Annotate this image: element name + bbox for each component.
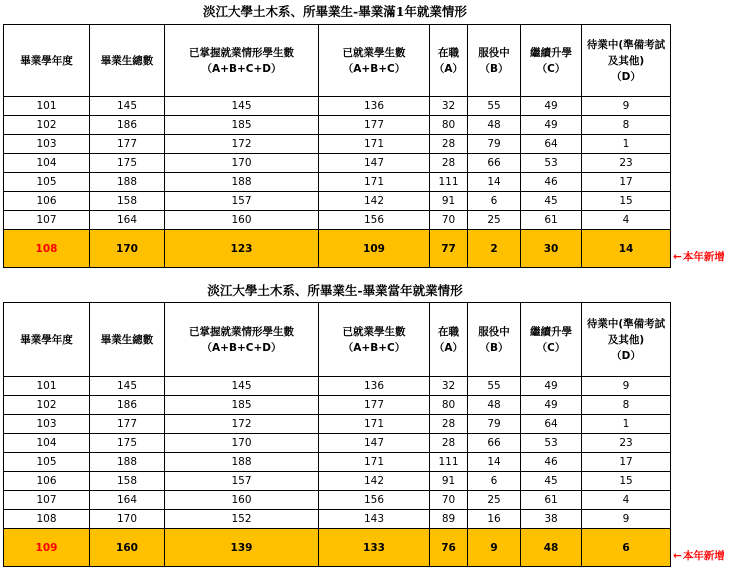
table-cell: 61 [521,491,582,510]
table-cell: 170 [165,434,319,453]
table-cell: 102 [4,396,90,415]
table-cell: 64 [521,135,582,154]
table-cell: 48 [468,116,521,135]
column-header [521,303,582,377]
table-cell: 9 [468,529,521,567]
column-header-label: 畢業生總數 [100,54,154,67]
table-cell: 45 [521,472,582,491]
table-row [4,453,671,472]
table-cell: 107 [4,211,90,230]
table-cell: 147 [319,154,430,173]
table-cell: 160 [90,529,165,567]
column-header-label: 服役中 [478,325,510,338]
table-row [4,211,671,230]
column-header [165,303,319,377]
table-cell: 91 [430,472,468,491]
table-cell: 108 [4,510,90,529]
table-cell: 70 [430,491,468,510]
table-cell: 6 [468,472,521,491]
column-header-label: 已就業學生數 [342,46,406,59]
column-header-label: 畢業學年度 [20,54,73,67]
table-cell: 48 [468,396,521,415]
table-cell: 185 [165,116,319,135]
column-header-sublabel: （A+B+C+D） [201,62,282,75]
table1-title: 淡江大學土木系、所畢業生-畢業滿1年就業情形 [203,4,467,19]
table-row [4,415,671,434]
table-cell: 49 [521,116,582,135]
table-cell: 6 [582,529,671,567]
column-header [582,25,671,97]
table-cell: 177 [90,415,165,434]
column-header-sublabel: （A+B+C） [342,341,406,354]
column-header-label: 畢業生總數 [100,333,154,346]
column-header [468,303,521,377]
table-cell: 171 [319,415,430,434]
table-cell: 175 [90,154,165,173]
table-cell: 79 [468,415,521,434]
table-row [4,529,671,567]
table-cell: 101 [4,377,90,396]
table-cell: 172 [165,135,319,154]
table-cell: 147 [319,434,430,453]
table-cell: 28 [430,135,468,154]
column-header [430,25,468,97]
table2-new-year-note: ←本年新增 [673,550,725,562]
table-cell: 104 [4,154,90,173]
table-cell: 111 [430,453,468,472]
column-header [4,303,90,377]
table-cell: 14 [468,453,521,472]
table-cell: 142 [319,192,430,211]
table-row [4,434,671,453]
table-cell: 28 [430,154,468,173]
table-cell: 53 [521,154,582,173]
column-header [4,25,90,97]
table-cell: 158 [90,472,165,491]
table-cell: 188 [165,453,319,472]
table-cell: 145 [165,377,319,396]
table-cell: 61 [521,211,582,230]
table-cell: 139 [165,529,319,567]
column-header-sublabel: （C） [536,62,566,75]
table-cell: 30 [521,230,582,268]
table-row [4,396,671,415]
column-header-label: 已掌握就業情形學生數 [189,325,294,338]
table-cell: 156 [319,491,430,510]
column-header-label: 繼續升學 [530,46,572,59]
table-cell: 185 [165,396,319,415]
left-arrow-icon: ← [673,251,682,263]
table-cell: 160 [165,491,319,510]
table-row [4,510,671,529]
table-cell: 66 [468,154,521,173]
table-cell: 16 [468,510,521,529]
column-header [430,303,468,377]
table-row [4,192,671,211]
table-cell: 105 [4,173,90,192]
column-header-sublabel: （D） [611,70,641,83]
column-header-sublabel: （B） [479,62,509,75]
column-header-label: 在職 [438,46,459,59]
table-cell: 15 [582,192,671,211]
column-header [319,303,430,377]
table-cell: 136 [319,97,430,116]
column-header [521,25,582,97]
table-cell: 70 [430,211,468,230]
table-cell: 157 [165,192,319,211]
table-cell: 15 [582,472,671,491]
table-row [4,230,671,268]
table-cell: 6 [468,192,521,211]
column-header [468,25,521,97]
table-cell: 188 [165,173,319,192]
table-cell: 170 [90,510,165,529]
table-cell: 38 [521,510,582,529]
table-cell: 158 [90,192,165,211]
table-cell: 46 [521,173,582,192]
table-cell: 9 [582,510,671,529]
column-header-sublabel: （A） [433,62,464,75]
table-cell: 106 [4,192,90,211]
table-cell: 109 [319,230,430,268]
table-cell: 188 [90,173,165,192]
table-cell: 77 [430,230,468,268]
table-cell: 14 [468,173,521,192]
column-header [319,25,430,97]
table-cell: 172 [165,415,319,434]
table-cell: 2 [468,230,521,268]
table-cell: 170 [90,230,165,268]
column-header-sublabel: （C） [536,341,566,354]
table-cell: 28 [430,415,468,434]
table-cell: 145 [165,97,319,116]
table-cell: 102 [4,116,90,135]
table-cell: 53 [521,434,582,453]
column-header [90,25,165,97]
table-cell: 152 [165,510,319,529]
table-cell: 80 [430,116,468,135]
table-cell: 89 [430,510,468,529]
table-cell: 49 [521,396,582,415]
table-cell: 145 [90,97,165,116]
table-cell: 136 [319,377,430,396]
table-cell: 188 [90,453,165,472]
table-row [4,472,671,491]
table-cell: 104 [4,434,90,453]
table-cell: 186 [90,116,165,135]
table-cell: 25 [468,211,521,230]
column-header-label: 在職 [438,325,459,338]
table-cell: 123 [165,230,319,268]
table-cell: 177 [319,116,430,135]
table-cell: 170 [165,154,319,173]
column-header-label: 已掌握就業情形學生數 [189,46,294,59]
column-header-label: 服役中 [478,46,510,59]
table-cell: 103 [4,415,90,434]
table-cell: 160 [165,211,319,230]
column-header-sublabel: （B） [479,341,509,354]
table1-new-year-note: ←本年新增 [673,251,725,263]
table-cell: 28 [430,434,468,453]
table-cell: 142 [319,472,430,491]
table-cell: 156 [319,211,430,230]
table-cell: 103 [4,135,90,154]
table-row [4,173,671,192]
column-header-label: 已就業學生數 [342,325,406,338]
table-cell: 80 [430,396,468,415]
table-cell: 175 [90,434,165,453]
table-cell: 79 [468,135,521,154]
table-cell: 164 [90,211,165,230]
table-cell: 66 [468,434,521,453]
table-cell: 145 [90,377,165,396]
table-cell: 46 [521,453,582,472]
table2-employment-graduation-year [3,302,671,567]
table-row [4,491,671,510]
column-header-label: 畢業學年度 [20,333,73,346]
table-cell: 76 [430,529,468,567]
table-cell: 45 [521,192,582,211]
table-cell: 23 [582,154,671,173]
column-header-sublabel: （A+B+C+D） [201,341,282,354]
table-cell: 14 [582,230,671,268]
table-cell: 108 [4,230,90,268]
table-cell: 9 [582,377,671,396]
table-cell: 1 [582,415,671,434]
table-cell: 107 [4,491,90,510]
table-cell: 164 [90,491,165,510]
column-header-label: 繼續升學 [530,325,572,338]
table-cell: 186 [90,396,165,415]
table-row [4,377,671,396]
table-row [4,116,671,135]
table-cell: 55 [468,377,521,396]
table-cell: 133 [319,529,430,567]
table-cell: 171 [319,173,430,192]
table-cell: 109 [4,529,90,567]
column-header-label: 待業中(準備考試及其他) [586,317,666,346]
table-cell: 17 [582,453,671,472]
table-cell: 17 [582,173,671,192]
table-row [4,135,671,154]
table-cell: 23 [582,434,671,453]
table-cell: 171 [319,135,430,154]
column-header-sublabel: （D） [611,349,641,362]
column-header [90,303,165,377]
table-cell: 55 [468,97,521,116]
table-cell: 48 [521,529,582,567]
column-header [165,25,319,97]
table-cell: 1 [582,135,671,154]
table-cell: 91 [430,192,468,211]
table-cell: 4 [582,491,671,510]
table-cell: 25 [468,491,521,510]
table-cell: 49 [521,97,582,116]
table-cell: 8 [582,396,671,415]
table-cell: 157 [165,472,319,491]
table-cell: 143 [319,510,430,529]
table2-title: 淡江大學土木系、所畢業生-畢業當年就業情形 [207,283,463,298]
table-cell: 105 [4,453,90,472]
left-arrow-icon: ← [673,550,682,562]
table-cell: 106 [4,472,90,491]
column-header-sublabel: （A+B+C） [342,62,406,75]
table-cell: 101 [4,97,90,116]
column-header-sublabel: （A） [433,341,464,354]
table-cell: 177 [90,135,165,154]
table-cell: 177 [319,396,430,415]
table-row [4,154,671,173]
table-cell: 111 [430,173,468,192]
column-header [582,303,671,377]
table-cell: 4 [582,211,671,230]
table1-employment-one-year [3,24,671,268]
table-cell: 171 [319,453,430,472]
column-header-label: 待業中(準備考試及其他) [586,38,666,67]
table-cell: 32 [430,97,468,116]
table-cell: 49 [521,377,582,396]
table-row [4,97,671,116]
table-cell: 9 [582,97,671,116]
table-cell: 8 [582,116,671,135]
table-cell: 32 [430,377,468,396]
table-cell: 64 [521,415,582,434]
